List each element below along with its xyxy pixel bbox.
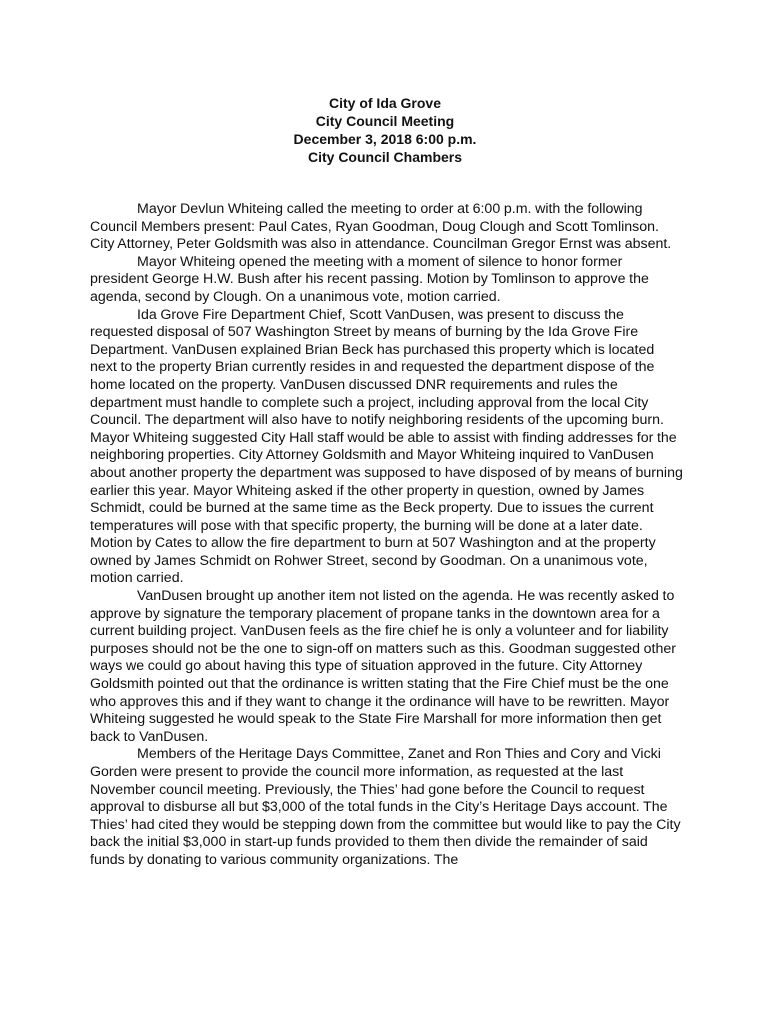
paragraph-propane-tanks: VanDusen brought up another item not listed on the agenda. He was recently asked to approve by signature the temporary placement of propane tanks in the downtown area for a current building project. VanDusen feels as the fire chief he is only a volunteer and for liability purposes should not be the one to sign-off on matters such as this. Goodman suggested other ways we could go about having this type of situation approved in the future. City Attorney Goldsmith pointed out that the ordinance is written stating that the Fire Chief must be the one who approves this and if they want to change it the ordinance will have to be rewritten. Mayor Whiteing suggested he would speak to the State Fire Marshall for more information then get back to VanDusen. [90, 588, 676, 745]
paragraph-call-to-order: Mayor Devlun Whiteing called the meeting to order at 6:00 p.m. with the following Council Members present: Paul Cates, Ryan Goodman, Doug Clough and Scott Tomlinson. City Attorney, Peter Goldsmith was also in attendance. Councilman Gregor Ernst was absent. [90, 201, 672, 253]
paragraph-fire-department: Ida Grove Fire Department Chief, Scott VanDusen, was present to discuss the requested disposal of 507 Washington Street by means of burning by the Ida Grove Fire Department. VanDusen explained Brian Beck has purchased this property which is located next to the property Brian currently resides in and requested the department dispose of the home located on the property. VanDusen discussed DNR requirements and rules the department must handle to complete such a project, including approval from the local City Council. The department will also have to notify neighboring residents of the upcoming burn. Mayor Whiteing suggested City Hall staff would be able to assist with finding addresses for the neighboring properties. City Attorney Goldsmith and Mayor Whiteing inquired to VanDusen about another property the department was supposed to have disposed of by means of burning earlier this year. Mayor Whiteing asked if the other property in question, owned by James Schmidt, could be burned at the same time as the Beck property. Due to issues the current temperatures will pose with that specific property, the burning will be done at a later date. Motion by Cates to allow the fire department to burn at 507 Washington and at the property owned by James Schmidt on Rohwer Street, second by Goodman. On a unanimous vote, motion carried. [90, 306, 683, 587]
city-name: City of Ida Grove [328, 95, 442, 111]
meeting-location: City Council Chambers [307, 149, 463, 165]
meeting-date: December 3, 2018 6:00 p.m. [293, 131, 477, 147]
meeting-type: City Council Meeting [315, 113, 455, 129]
paragraph-heritage-days: Members of the Heritage Days Committee, Zanet and Ron Thies and Cory and Vicki Gorden were present to provide the council more information, as requested at the last November council meeting. Previously, the Thies’ had gone before the Council to request approval to disburse all but $3,000 of the total funds in the City’s Heritage Days account. The Thies’ had cited they would be stepping down from the committee but would like to pay the City back the initial $3,000 in start-up funds provided to them then divide the remainder of said funds by donating to various community organizations. The [90, 746, 681, 868]
meeting-minutes-body [90, 201, 684, 870]
paragraph-moment-of-silence: Mayor Whiteing opened the meeting with a moment of silence to honor former president George H.W. Bush after his recent passing. Motion by Tomlinson to approve the agenda, second by Clough. On a unanimous vote, motion carried. [90, 253, 649, 305]
meeting-header [0, 94, 770, 166]
